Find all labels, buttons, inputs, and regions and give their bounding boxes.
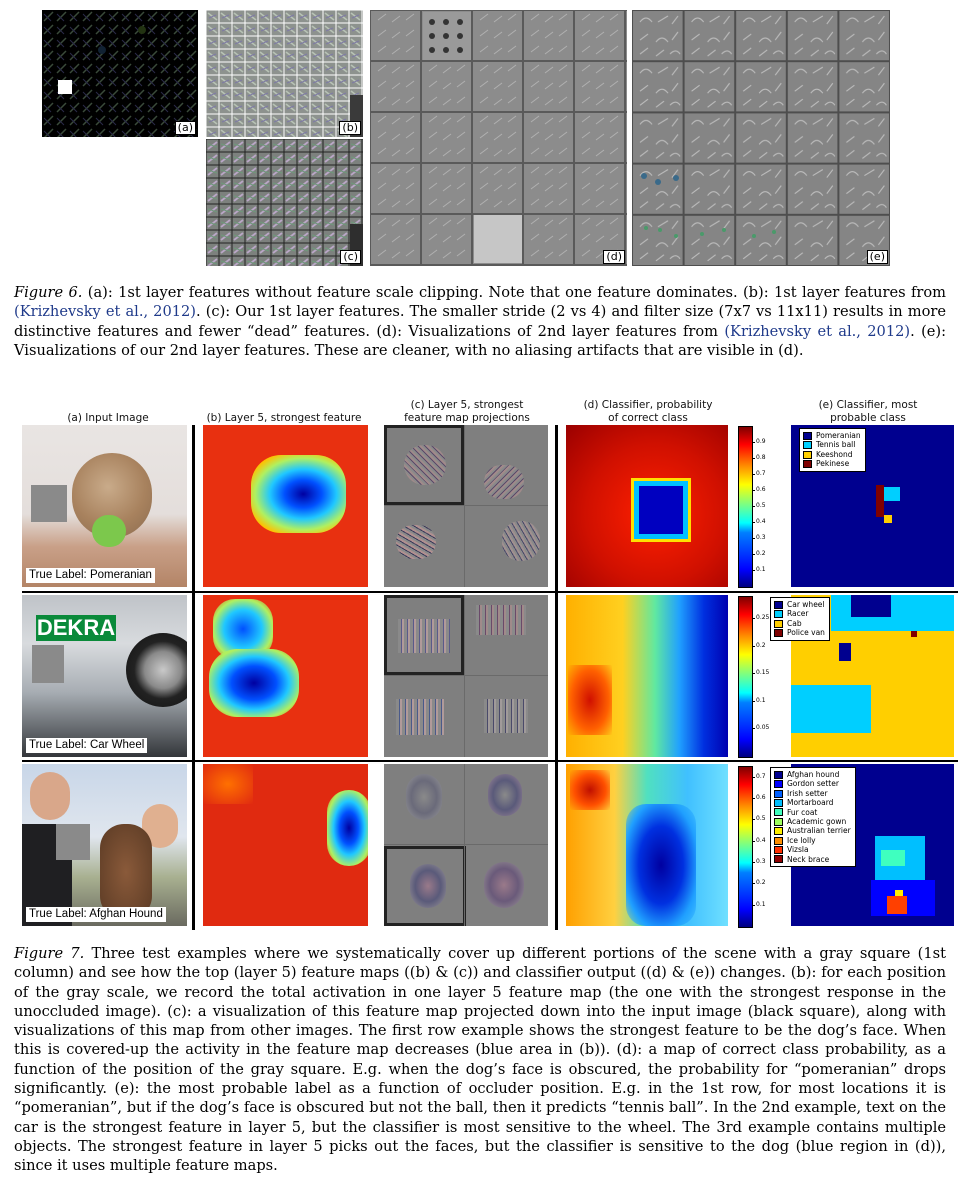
class-region-car-wheel bbox=[851, 595, 891, 617]
fig6-panel-a bbox=[42, 10, 198, 137]
projection-texture bbox=[396, 699, 444, 735]
projection-texture bbox=[484, 862, 524, 908]
legend-swatch bbox=[774, 601, 783, 609]
colorbar-tick-label: 0.3 bbox=[756, 858, 766, 865]
legend-item bbox=[774, 798, 851, 807]
figure-7-caption bbox=[14, 944, 946, 1176]
legend-swatch bbox=[774, 629, 783, 637]
colorbar-tick-label: 0.3 bbox=[756, 534, 766, 541]
legend-swatch bbox=[803, 432, 812, 440]
legend-label: Afghan hound bbox=[787, 770, 840, 779]
feature-projections bbox=[384, 595, 548, 757]
feature-map-heatmap bbox=[203, 425, 368, 587]
true-label: True Label: Car Wheel bbox=[26, 738, 147, 753]
legend-label: Pomeranian bbox=[816, 431, 861, 440]
legend-swatch bbox=[774, 771, 783, 779]
column-header-input: (a) Input Image bbox=[67, 412, 149, 424]
probability-heatmap bbox=[566, 764, 728, 926]
figure-7-label: Figure 7. bbox=[14, 945, 85, 962]
class-region-keeshond bbox=[884, 515, 892, 523]
class-region-police-van bbox=[911, 631, 917, 637]
quadrant-line bbox=[464, 595, 465, 757]
legend-label: Australian terrier bbox=[787, 826, 851, 836]
fig6-panel-d bbox=[370, 10, 627, 266]
projection-texture bbox=[404, 445, 446, 485]
person-face bbox=[30, 772, 70, 820]
car-wheel bbox=[126, 633, 187, 707]
colorbar-tick-label: 0.1 bbox=[756, 566, 766, 573]
legend-label: Ice lolly bbox=[787, 835, 816, 845]
colorbar-tick-label: 0.8 bbox=[756, 454, 766, 461]
colorbar bbox=[738, 766, 753, 928]
legend-label: Cab bbox=[787, 618, 802, 628]
colorbar-tick-label: 0.2 bbox=[756, 879, 766, 887]
fig6-caption-text-1: (a): 1st layer features without feature scale clipping. Note that one feature dominates. (b): 1st layer features from bbox=[82, 284, 946, 301]
class-region-tennis-ball bbox=[884, 487, 900, 501]
layer2-features-ours bbox=[632, 10, 890, 266]
colorbar-tick-label: 0.9 bbox=[756, 438, 766, 445]
projection-texture bbox=[502, 521, 540, 561]
dog-head bbox=[100, 824, 152, 920]
legend-swatch bbox=[803, 460, 812, 468]
legend-swatch bbox=[774, 790, 783, 798]
legend-swatch bbox=[774, 827, 783, 835]
class-legend bbox=[770, 767, 856, 867]
probability-heatmap bbox=[566, 595, 728, 757]
panel-label-d: (d) bbox=[603, 250, 625, 264]
legend-label: Tennis ball bbox=[816, 440, 856, 450]
activation-blob bbox=[327, 790, 368, 866]
class-region-australian-terrier bbox=[895, 890, 903, 896]
legend-label: Vizsla bbox=[787, 845, 809, 855]
legend-item bbox=[774, 845, 851, 854]
legend-label: Racer bbox=[787, 609, 809, 619]
feature-map-heatmap bbox=[203, 764, 368, 926]
true-label: True Label: Afghan Hound bbox=[26, 907, 166, 922]
legend-item bbox=[774, 628, 825, 637]
figure-6-label: Figure 6. bbox=[14, 284, 83, 301]
legend-item bbox=[774, 619, 825, 628]
input-image-afghan-hound bbox=[22, 764, 187, 926]
gray-occluder bbox=[31, 485, 67, 522]
projection-texture bbox=[396, 525, 436, 559]
legend-swatch bbox=[774, 780, 783, 788]
legend-label: Car wheel bbox=[787, 600, 825, 609]
class-region-pekinese bbox=[876, 485, 884, 517]
colorbar-tick-label: 0.4 bbox=[756, 836, 766, 844]
fig6-panel-c bbox=[206, 139, 363, 266]
quadrant-line bbox=[464, 764, 465, 926]
column-divider bbox=[192, 425, 195, 930]
legend-swatch bbox=[774, 620, 783, 628]
colorbar-tick-label: 0.6 bbox=[756, 486, 766, 493]
fig6-panel-b bbox=[206, 10, 363, 137]
legend-item bbox=[774, 826, 851, 835]
true-label: True Label: Pomeranian bbox=[26, 568, 155, 583]
input-image-pomeranian bbox=[22, 425, 187, 587]
fig6-caption-text-3: . (e): Visualizations of our 2nd layer features. These are cleaner, with no aliasing artifacts that are visible in (d). bbox=[14, 322, 947, 359]
colorbar-tick-label: 0.5 bbox=[756, 815, 766, 823]
projection-texture bbox=[398, 619, 450, 653]
input-image-car bbox=[22, 595, 187, 757]
legend-item bbox=[774, 808, 851, 817]
gray-occluder bbox=[56, 824, 90, 860]
legend-swatch bbox=[774, 610, 783, 618]
legend-swatch bbox=[774, 808, 783, 816]
projection-texture bbox=[410, 864, 446, 908]
legend-swatch bbox=[774, 799, 783, 807]
legend-item bbox=[774, 789, 851, 798]
quadrant-line bbox=[384, 505, 548, 506]
colorbar-tick-label: 0.15 bbox=[756, 669, 770, 677]
fig7-caption-text: Three test examples where we systematically cover up different portions of the scene with a gray square (1st column) and see how the top (layer 5) feature maps ((b) & (c)) and classifier output ((d) & (e)) changes. (b): for each position of the gray scale, we record the total activation in one layer 5 feature map (the one with the strongest response in the unoccluded image). (c): a visualization of this feature map projected down into the input image (black square), along with visualizations of this map from other images. The first row example shows the strongest feature to be the dog’s face. When this is covered-up the activity in the feature map decreases (blue area in (b)). (d): a map of correct class probability, as a function of the position of the gray square. E.g. when the dog’s face is obscured, the probability for “pomeranian” drops significantly. (e): the most probable label as a function of occluder position. E.g. in the 1st row, for most locations it is “pomeranian”, but if the dog’s face is obscured but not the ball, then it predicts “tennis ball”. In the 2nd example, text on the car is the strongest feature in layer 5, but the classifier is most sensitive to the wheel. The 3rd example contains multiple objects. The strongest feature in layer 5 picks out the faces, but the classifier is sensitive to the dog (blue region in (d)), since it uses multiple feature maps. bbox=[14, 945, 946, 1175]
class-legend bbox=[770, 597, 830, 641]
legend-item bbox=[803, 431, 861, 440]
layer1-features-ours bbox=[206, 139, 363, 266]
panel-label-a: (a) bbox=[175, 121, 196, 135]
colorbar-tick-label: 0.2 bbox=[756, 641, 766, 649]
quadrant-line bbox=[384, 844, 548, 845]
colorbar-tick-label: 0.6 bbox=[756, 794, 766, 801]
probability-heatmap bbox=[566, 425, 728, 587]
colorbar-tick-label: 0.7 bbox=[756, 772, 766, 780]
legend-swatch bbox=[803, 441, 812, 449]
layer2-features-krizhevsky bbox=[370, 10, 627, 266]
figure-6-caption bbox=[14, 283, 946, 360]
class-region-vizsla bbox=[887, 896, 907, 914]
citation-link[interactable]: (Krizhevsky et al., 2012) bbox=[14, 303, 197, 321]
legend-label: Pekinese bbox=[816, 459, 850, 469]
probability-drop bbox=[626, 804, 696, 926]
quadrant-line bbox=[464, 425, 465, 587]
projection-texture bbox=[484, 699, 528, 733]
colorbar-tick-label: 0.1 bbox=[756, 696, 766, 704]
colorbar bbox=[738, 596, 753, 758]
fig6-panel-e bbox=[632, 10, 890, 266]
probability-drop bbox=[634, 481, 688, 539]
legend-label: Neck brace bbox=[787, 854, 830, 864]
colorbar-tick-label: 0.7 bbox=[756, 470, 766, 477]
legend-swatch bbox=[774, 855, 783, 863]
activation-blob bbox=[209, 649, 299, 717]
legend-label: Police van bbox=[787, 628, 825, 638]
legend-item bbox=[803, 459, 861, 468]
probability-peak bbox=[568, 665, 612, 735]
feature-projections bbox=[384, 764, 548, 926]
panel-label-e: (e) bbox=[867, 250, 888, 264]
quadrant-line bbox=[384, 675, 548, 676]
panel-label-c: (c) bbox=[340, 250, 361, 264]
colorbar-tick-label: 0.2 bbox=[756, 550, 766, 557]
activation-blob bbox=[251, 455, 346, 533]
legend-label: Academic gown bbox=[787, 817, 847, 827]
layer1-features-unclipped bbox=[42, 10, 198, 137]
legend-label: Keeshond bbox=[816, 449, 853, 459]
legend-item bbox=[774, 836, 851, 845]
legend-item bbox=[774, 855, 851, 864]
legend-item bbox=[803, 450, 861, 459]
row-divider bbox=[22, 760, 958, 762]
colorbar-tick-label: 0.05 bbox=[756, 724, 770, 732]
colorbar-tick-label: 0.1 bbox=[756, 900, 766, 908]
panel-label-b: (b) bbox=[339, 121, 361, 135]
legend-label: Fur coat bbox=[787, 807, 818, 817]
colorbar bbox=[738, 426, 753, 588]
citation-link[interactable]: (Krizhevsky et al., 2012) bbox=[724, 322, 911, 340]
legend-item bbox=[774, 779, 851, 788]
legend-item bbox=[774, 770, 851, 779]
legend-label: Gordon setter bbox=[787, 779, 839, 789]
dekra-logo: DEKRA bbox=[36, 615, 116, 640]
legend-item bbox=[774, 600, 825, 609]
projection-texture bbox=[488, 774, 522, 816]
legend-item bbox=[774, 817, 851, 826]
class-legend bbox=[799, 428, 866, 472]
class-region-car-wheel bbox=[839, 643, 851, 661]
legend-label: Irish setter bbox=[787, 788, 828, 798]
legend-item bbox=[803, 440, 861, 449]
legend-swatch bbox=[774, 846, 783, 854]
feature-map-heatmap bbox=[203, 595, 368, 757]
probability-peak bbox=[570, 770, 610, 810]
legend-item bbox=[774, 609, 825, 618]
legend-swatch bbox=[774, 837, 783, 845]
projection-texture bbox=[406, 774, 442, 820]
feature-projections bbox=[384, 425, 548, 587]
column-header-most-probable: (e) Classifier, most probable class bbox=[818, 399, 918, 424]
colorbar-tick-label: 0.25 bbox=[756, 614, 770, 622]
tennis-ball bbox=[92, 515, 126, 547]
legend-swatch bbox=[774, 818, 783, 826]
projection-texture bbox=[484, 465, 524, 499]
colorbar-tick-label: 0.5 bbox=[756, 502, 766, 509]
gray-occluder bbox=[32, 645, 64, 683]
column-header-feature-map: (b) Layer 5, strongest feature bbox=[206, 412, 362, 424]
row-divider bbox=[22, 591, 958, 593]
class-region-racer bbox=[791, 685, 871, 733]
column-header-probability: (d) Classifier, probability of correct class bbox=[583, 399, 713, 424]
layer1-features-krizhevsky bbox=[206, 10, 363, 137]
column-header-projections: (c) Layer 5, strongest feature map projections bbox=[404, 399, 530, 424]
colorbar-tick-label: 0.4 bbox=[756, 518, 766, 525]
legend-label: Mortarboard bbox=[787, 798, 834, 808]
projection-texture bbox=[476, 605, 526, 635]
class-region-racer bbox=[831, 595, 954, 631]
fig6-caption-text-2: . (c): Our 1st layer features. The smaller stride (2 vs 4) and filter size (7x7 vs 11x11) results in more distinctive features and fewer “dead” features. (d): Visualizations of 2nd layer features from bbox=[14, 303, 946, 340]
legend-swatch bbox=[803, 451, 812, 459]
column-divider bbox=[555, 425, 558, 930]
activation-blob bbox=[203, 764, 253, 804]
class-region-fur-coat bbox=[881, 850, 905, 866]
